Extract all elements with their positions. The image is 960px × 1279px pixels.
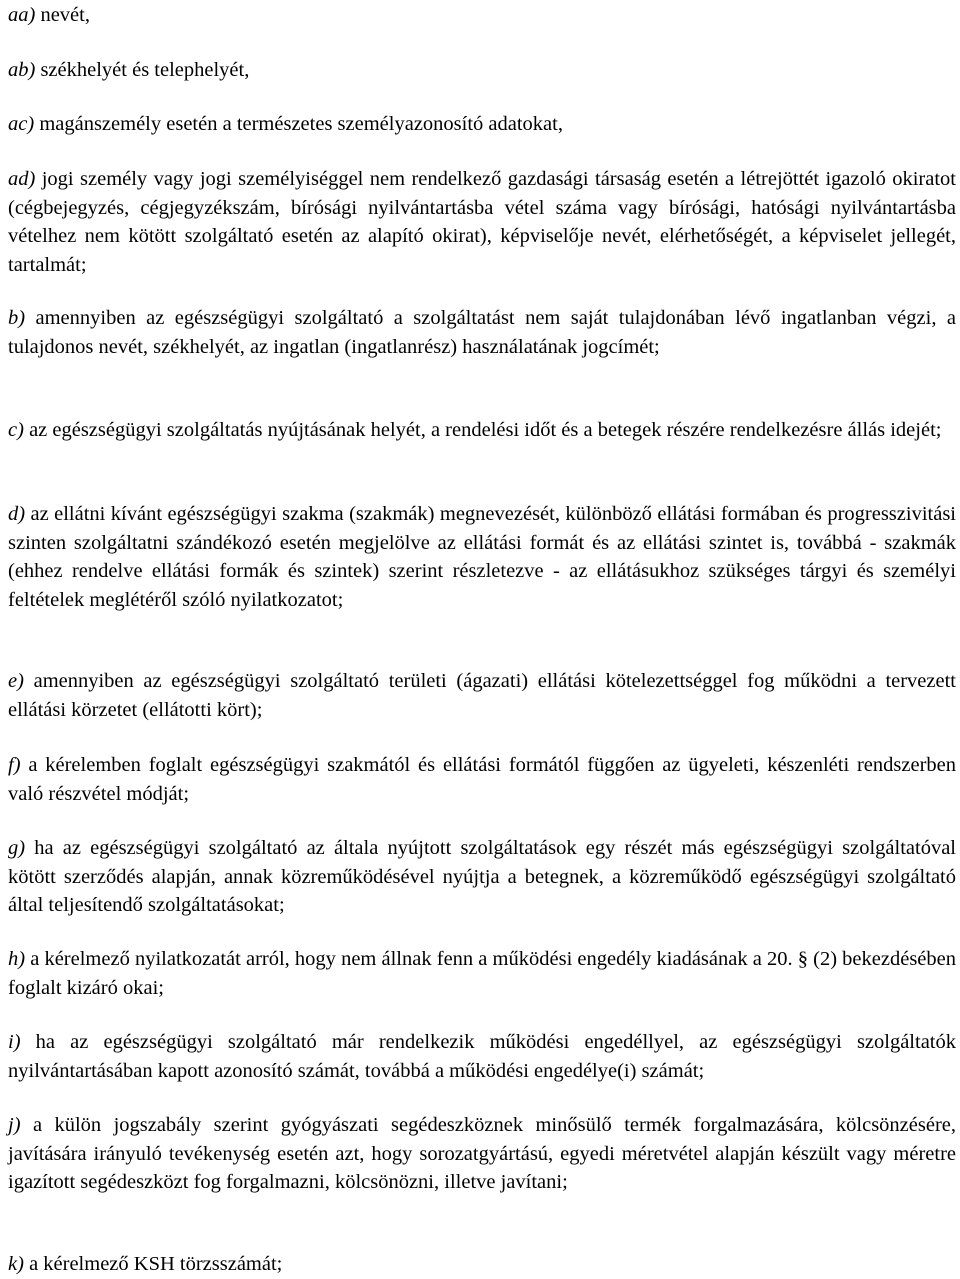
paragraph-c: [8, 416, 956, 445]
item-text: nevét,: [35, 4, 90, 26]
paragraph-g: [8, 834, 956, 920]
item-label: ad): [8, 168, 36, 190]
item-label: aa): [8, 4, 36, 26]
paragraph-i: [8, 1028, 956, 1085]
paragraph-k: [8, 1250, 956, 1279]
item-text: székhelyét és telephelyét,: [35, 59, 250, 81]
paragraph-f: [8, 751, 956, 808]
paragraph-d: [8, 500, 956, 614]
item-text: amennyiben az egészségügyi szolgáltató területi (ágazati) ellátási kötelezettséggel fog működni a tervezett ellátási körzetet (ellátotti kört);: [8, 670, 956, 721]
item-text: magánszemély esetén a természetes személyazonosító adatokat,: [34, 113, 563, 135]
item-label: g): [8, 837, 26, 859]
item-text: az ellátni kívánt egészségügyi szakma (szakmák) megnevezését, különböző ellátási formában és progresszivitási szinten szolgáltatni szándékozó esetén megjelölve az ellátási formát és az ellátási szintet is, továbbá - szakmák (ehhez rendelve ellátási formák és szintek) szerint részletezve - az ellátásukhoz szükséges tárgyi és személyi feltételek meglétéről szóló nyilatkozatot;: [8, 503, 956, 611]
item-label: d): [8, 503, 26, 525]
paragraph-j: [8, 1111, 956, 1197]
item-label: c): [8, 419, 24, 441]
paragraph-aa: [8, 1, 956, 30]
item-label: j): [8, 1114, 21, 1136]
item-text: a kérelmező KSH törzsszámát;: [23, 1253, 283, 1275]
paragraph-ab: [8, 56, 956, 85]
item-text: ha az egészségügyi szolgáltató már rendelkezik működési engedéllyel, az egészségügyi szolgáltatók nyilvántartásában kapott azonosító számát, továbbá a működési engedélye(i) számát;: [8, 1031, 956, 1082]
paragraph-e: [8, 667, 956, 724]
item-label: f): [8, 754, 21, 776]
item-label: ac): [8, 113, 35, 135]
item-label: k): [8, 1253, 24, 1275]
item-label: b): [8, 307, 26, 329]
item-text: amennyiben az egészségügyi szolgáltató a szolgáltatást nem saját tulajdonában lévő ingatlanban végzi, a tulajdonos nevét, székhelyét, az ingatlan (ingatlanrész) használatának jogcímét;: [8, 307, 956, 358]
item-label: i): [8, 1031, 21, 1053]
paragraph-b: [8, 304, 956, 361]
item-text: ha az egészségügyi szolgáltató az általa nyújtott szolgáltatások egy részét más egészségügyi szolgáltatóval kötött szerződés alapján, annak közreműködésével nyújtja a betegnek, a közreműködő egészségügyi szolgáltató által teljesítendő szolgáltatásokat;: [8, 837, 956, 916]
item-label: ab): [8, 59, 36, 81]
item-text: az egészségügyi szolgáltatás nyújtásának helyét, a rendelési időt és a betegek részére rendelkezésre állás idejét;: [23, 419, 942, 441]
paragraph-h: [8, 945, 956, 1002]
paragraph-ad: [8, 165, 956, 279]
item-label: h): [8, 948, 26, 970]
item-text: a külön jogszabály szerint gyógyászati segédeszköznek minősülő termék forgalmazására, kölcsönzésére, javítására irányuló tevékenység esetén azt, hogy sorozatgyártású, egyedi méretvétel alapján készült vagy méretre igazított segédeszközt fog forgalmazni, kölcsönözni, illetve javítani;: [8, 1114, 956, 1193]
item-label: e): [8, 670, 24, 692]
item-text: a kérelemben foglalt egészségügyi szakmától és ellátási formától függően az ügyeleti, készenléti rendszerben való részvétel módját;: [8, 754, 956, 805]
item-text: jogi személy vagy jogi személyiséggel nem rendelkező gazdasági társaság esetén a létrejöttét igazoló okiratot (cégbejegyzés, cégjegyzékszám, bírósági nyilvántartásba vétel száma vagy bírósági, hatósági nyilvántartásba vételhez nem kötött szolgáltató esetén az alapító okirat), képviselője nevét, elérhetőségét, a képviselet jellegét, tartalmát;: [8, 168, 956, 276]
item-text: a kérelmező nyilatkozatát arról, hogy nem állnak fenn a működési engedély kiadásának a 20. § (2) bekezdésében foglalt kizáró okai;: [8, 948, 956, 999]
paragraph-ac: [8, 110, 956, 139]
